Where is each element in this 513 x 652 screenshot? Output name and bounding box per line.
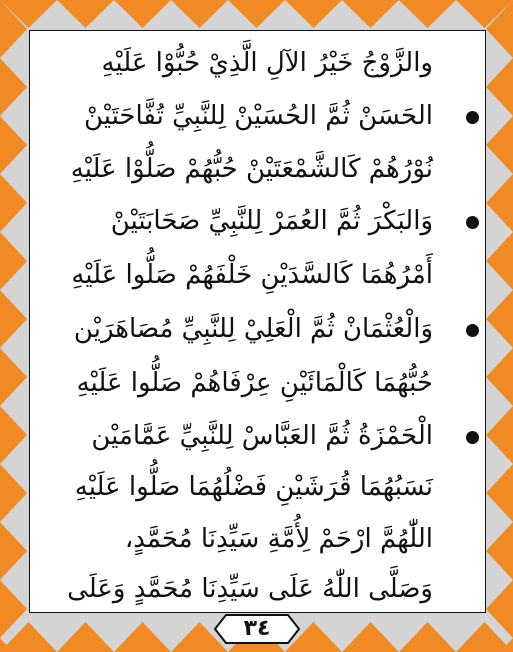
verse-line-9: نَسَبُهُمَا قُرَشَيْنِ فَضْلُهُمَا صَلُّوا عَلَيْهِ <box>74 472 433 502</box>
verse-line-4: وَالبَكْرَ ثُمَّ العُمَرْ لِلنَّبِيِّ صَحَابَتَيْنْ <box>110 206 433 236</box>
bullet-1 <box>466 111 479 124</box>
verse-line-6: وَالْعُثْمَانْ ثُمَّ الْعَلِيْ لِلنَّبِيِّ مُصَاهَرَيْن <box>73 314 433 344</box>
verse-line-3: نُوْرُهُمْ كَالشَّمْعَتَيْنْ حُبُّهُمْ صَلُّوْا عَلَيْهِ <box>70 154 433 184</box>
verse-line-5: أَمْرُهُمَا كَالسَّدَيْنِ خَلْفَهُمْ صَلُّوا عَلَيْهِ <box>71 260 433 290</box>
verse-line-2: الحَسَنْ ثُمَّ الحُسَيْنْ لِلنَّبِيِّ تُفَّاحَتَيْنْ <box>83 101 433 131</box>
bullet-3 <box>466 324 479 337</box>
verse-line-1: والزَّوْجُ خَيْرُ الآلِ الَّذِيْ حُبُّوْا عَلَيْهِ <box>101 48 433 78</box>
verse-line-10: اللّٰهُمَّ ارْحَمْ لِأُمَّةِ سَيِّدِنَا مُحَمَّدٍ، <box>124 524 433 554</box>
text-panel <box>29 30 486 613</box>
bullet-4 <box>466 431 479 444</box>
verse-line-8: الْحَمْزَةُ ثُمَّ العَبَّاسْ لِلنَّبِيِّ عَمَّامَيْن <box>91 421 433 451</box>
page-number: ٣٤ <box>243 616 271 641</box>
verse-line-7: حُبُّهُمَا كَالْمَائَيْنِ عِرْفَاهُمْ صَلُّوا عَلَيْهِ <box>76 368 433 398</box>
bullet-2 <box>466 216 479 229</box>
verse-line-11: وَصَلَّى اللّٰهُ عَلَى سَيِّدِنَا مُحَمَّدٍ وَعَلَى <box>67 574 433 604</box>
